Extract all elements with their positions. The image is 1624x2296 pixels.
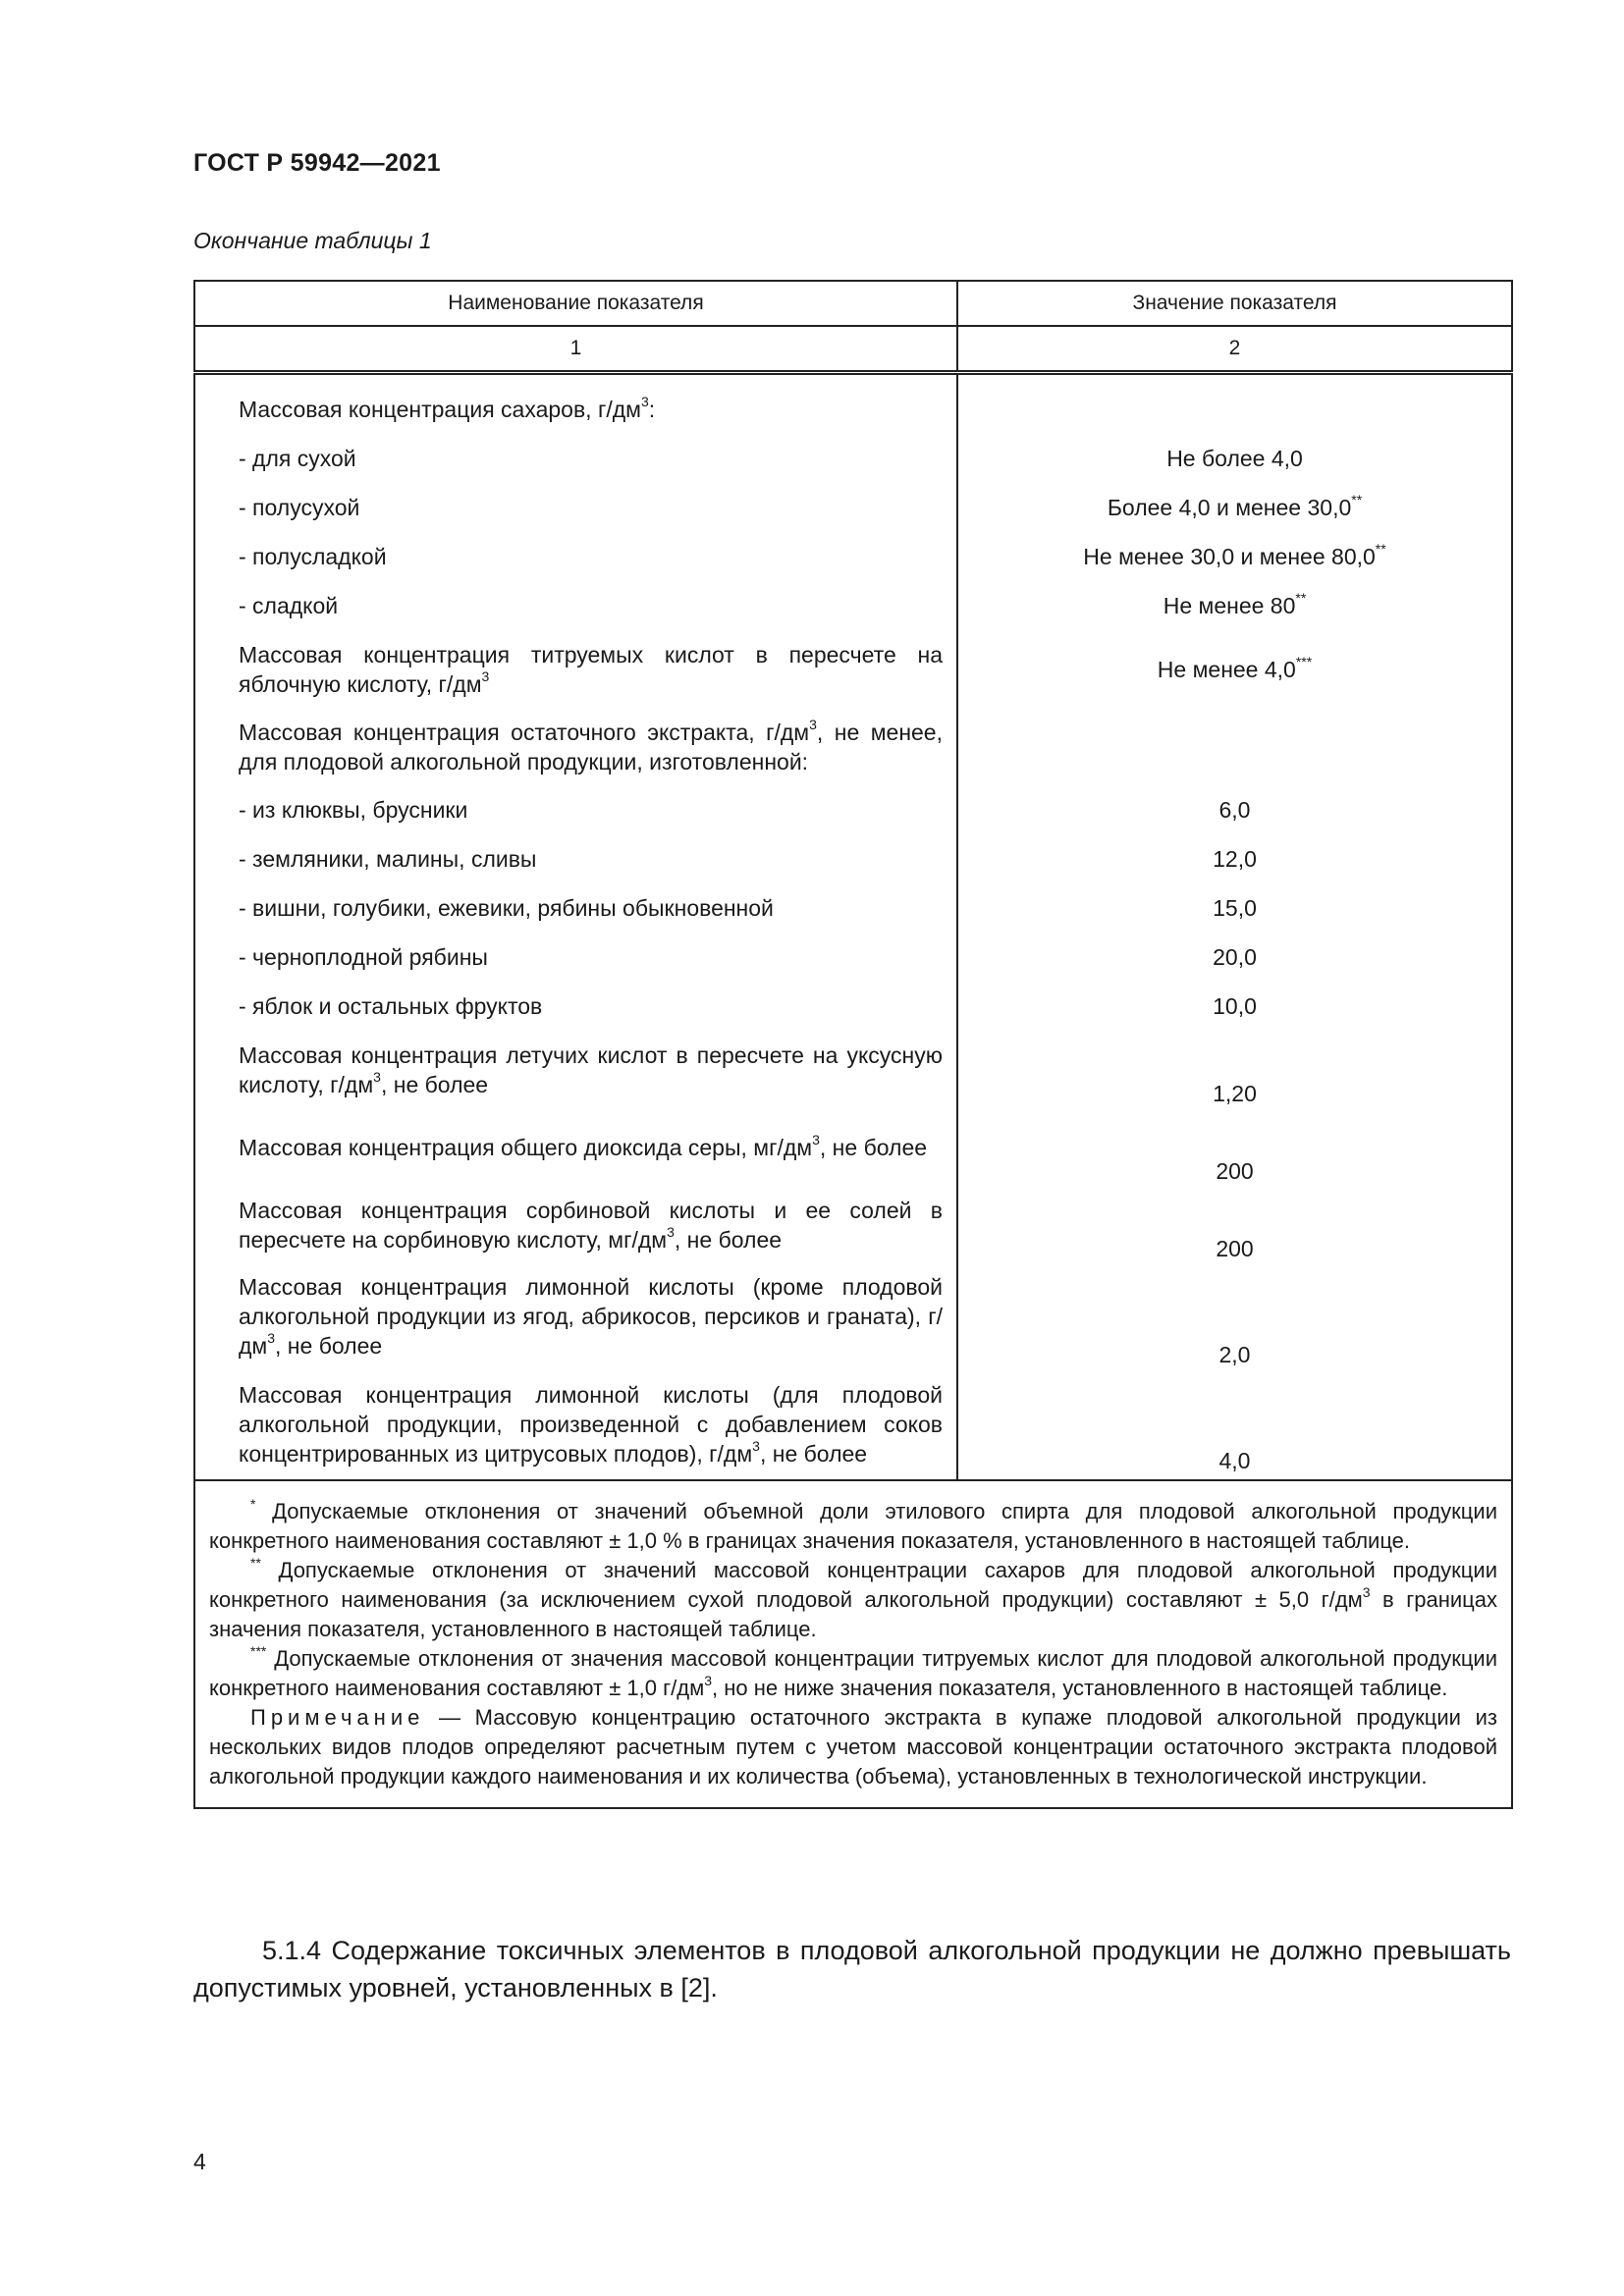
indicator-name: Массовая концентрация летучих кислот в пересчете на уксусную кислоту, г/дм — [239, 1041, 943, 1097]
document-code: ГОСТ Р 59942—2021 — [193, 149, 441, 177]
table-row: Массовая концентрация общего диоксида серы, $мг/дм^3$, не более 200 — [194, 1108, 1512, 1186]
footnote-ref: ** — [1351, 492, 1363, 508]
table-row: Массовая концентрация лимонной кислоты (кроме плодовой алкогольной продукции из ягод, абрикосов, персиков и граната), $г/дм^3$, не более 2,0 — [194, 1263, 1512, 1369]
column-header-value: Значение показателя — [957, 281, 1512, 326]
table-row: Массовая концентрация летучих кислот в пересчете на уксусную кислоту, $г/дм^3$, не более 1,20 — [194, 1031, 1512, 1108]
table-row: Массовая концентрация остаточного экстракта, $г/дм^3$, не менее, для плодовой алкогольной продукции, изготовленной: — [194, 708, 1512, 785]
indicator-name: - вишни, голубики, ежевики, рябины обыкновенной — [239, 895, 774, 921]
indicator-value: Не менее 80 — [1163, 593, 1296, 618]
table-row — [194, 532, 1512, 581]
page-number: 4 — [193, 2149, 206, 2174]
indicator-value: Не менее 30,0 и менее 80,0 — [1083, 544, 1376, 569]
indicator-name: Массовая концентрация сорбиновой кислоты и ее солей в пересчете на сорбиновую кислоту, мг/дм — [239, 1197, 943, 1253]
indicator-name: - полусладкой — [239, 544, 387, 569]
table-row — [194, 434, 1512, 483]
indicator-name: Массовая концентрация сахаров, г/дм — [239, 397, 641, 422]
table-note: Примечание — Массовую концентрацию остаточного экстракта в купаже плодовой алкогольной продукции из нескольких видов плодов определяют расчетным путем с учетом массовой концентрации остаточного экстракта плодовой алкогольной продукции каждого наименования и их количества (объема), установленных в технологической инструкции. — [209, 1705, 1497, 1789]
table-caption: Окончание таблицы 1 — [193, 228, 432, 253]
indicator-value: 200 — [1216, 1236, 1254, 1261]
indicator-value: Более 4,0 и менее 30,0 — [1107, 495, 1352, 520]
table-row: Массовая концентрация титруемых кислот в пересчете на яблочную кислоту, $г/дм^3$ Не менее 4,0*** — [194, 630, 1512, 708]
indicator-name: Массовая концентрация остаточного экстракта, г/дм — [239, 719, 810, 745]
indicator-value — [957, 373, 1512, 435]
indicator-value: 12,0 — [1213, 846, 1257, 872]
indicator-name: Массовая концентрация лимонной кислоты (кроме плодовой алкогольной продукции из ягод, абрикосов, персиков и граната), г/дм — [239, 1274, 943, 1359]
indicator-value: 200 — [1216, 1158, 1254, 1184]
indicator-name: Массовая концентрация лимонной кислоты (для плодовой алкогольной продукции, произведенной с добавлением соков концентрированных из цитрусовых плодов), г/дм — [239, 1382, 943, 1467]
column-number: 2 — [957, 326, 1512, 373]
indicator-value: 2,0 — [1218, 1342, 1251, 1367]
footnote-ref: ** — [1375, 541, 1386, 558]
indicator-value: 4,0 — [1218, 1448, 1251, 1473]
footnote: ** Допускаемые отклонения от значений массовой концентрации сахаров для плодовой алкогольной продукции конкретного наименования (за исключением сухой плодовой алкогольной продукции) составляют ± 5,0 $г/дм^3$ в границах значения показателя, установленного в настоящей таблице. — [209, 1554, 1497, 1641]
table-header-row — [194, 281, 1512, 326]
indicator-name: - для сухой — [239, 446, 356, 471]
indicator-name: Массовая концентрация общего диоксида серы, мг/дм — [239, 1134, 813, 1160]
note-label: Примечание — [250, 1705, 425, 1730]
table-row — [194, 834, 1512, 883]
table-row — [194, 581, 1512, 630]
indicator-value: Не менее 4,0 — [1157, 656, 1296, 682]
indicator-value: 15,0 — [1213, 895, 1257, 921]
table-row — [194, 883, 1512, 933]
table-row — [194, 933, 1512, 982]
table-row: Массовая концентрация сахаров, $г/дм^3$: — [194, 373, 1512, 435]
indicator-name: - полусухой — [239, 495, 360, 520]
indicator-value: 6,0 — [1218, 797, 1251, 823]
table-row — [194, 982, 1512, 1031]
indicator-value: Не более 4,0 — [1166, 446, 1303, 471]
body-paragraph — [193, 1932, 1511, 2006]
indicator-value: 1,20 — [1213, 1081, 1257, 1106]
table-footnotes — [194, 1480, 1512, 1808]
indicator-name: - из клюквы, брусники — [239, 797, 468, 823]
footnotes-row — [194, 1480, 1512, 1808]
footnote: *** Допускаемые отклонения от значения массовой концентрации титруемых кислот для плодовой алкогольной продукции конкретного наименования составляют ± 1,0 $г/дм^3$, но не ниже значения показателя, установленного в настоящей таблице. — [209, 1642, 1497, 1700]
table-row: Массовая концентрация сорбиновой кислоты и ее солей в пересчете на сорбиновую кислоту, $мг/дм^3$, не более 200 — [194, 1186, 1512, 1263]
table-row — [194, 483, 1512, 532]
indicator-value: 10,0 — [1213, 993, 1257, 1019]
column-number: 1 — [194, 326, 957, 373]
table-row: Массовая концентрация лимонной кислоты (для плодовой алкогольной продукции, произведенной с добавлением соков концентрированных из цитрусовых плодов), $г/дм^3$, не более 4,0 — [194, 1369, 1512, 1480]
clause-5-1-4: 5.1.4 Содержание токсичных элементов в плодовой алкогольной продукции не должно превышать допустимых уровней, установленных в [2]. — [193, 1936, 1511, 2002]
table-row — [194, 785, 1512, 834]
indicator-name: - яблок и остальных фруктов — [239, 993, 543, 1019]
footnote-ref: *** — [1295, 653, 1313, 669]
footnote: * Допускаемые отклонения от значений объемной доли этилового спирта для плодовой алкогольной продукции конкретного наименования составляют ± 1,0 % в границах значения показателя, установленного в настоящей таблице. — [209, 1495, 1497, 1553]
indicator-value: 20,0 — [1213, 944, 1257, 970]
indicator-name: Массовая концентрация титруемых кислот в пересчете на яблочную кислоту, г/дм — [239, 641, 943, 697]
column-header-name: Наименование показателя — [194, 281, 957, 326]
indicator-name: - земляники, малины, сливы — [239, 846, 537, 872]
footnote-ref: ** — [1295, 590, 1307, 607]
indicator-name: - черноплодной рябины — [239, 944, 488, 970]
indicators-table — [193, 280, 1513, 1809]
indicator-name: - сладкой — [239, 593, 339, 618]
column-number-row — [194, 326, 1512, 373]
